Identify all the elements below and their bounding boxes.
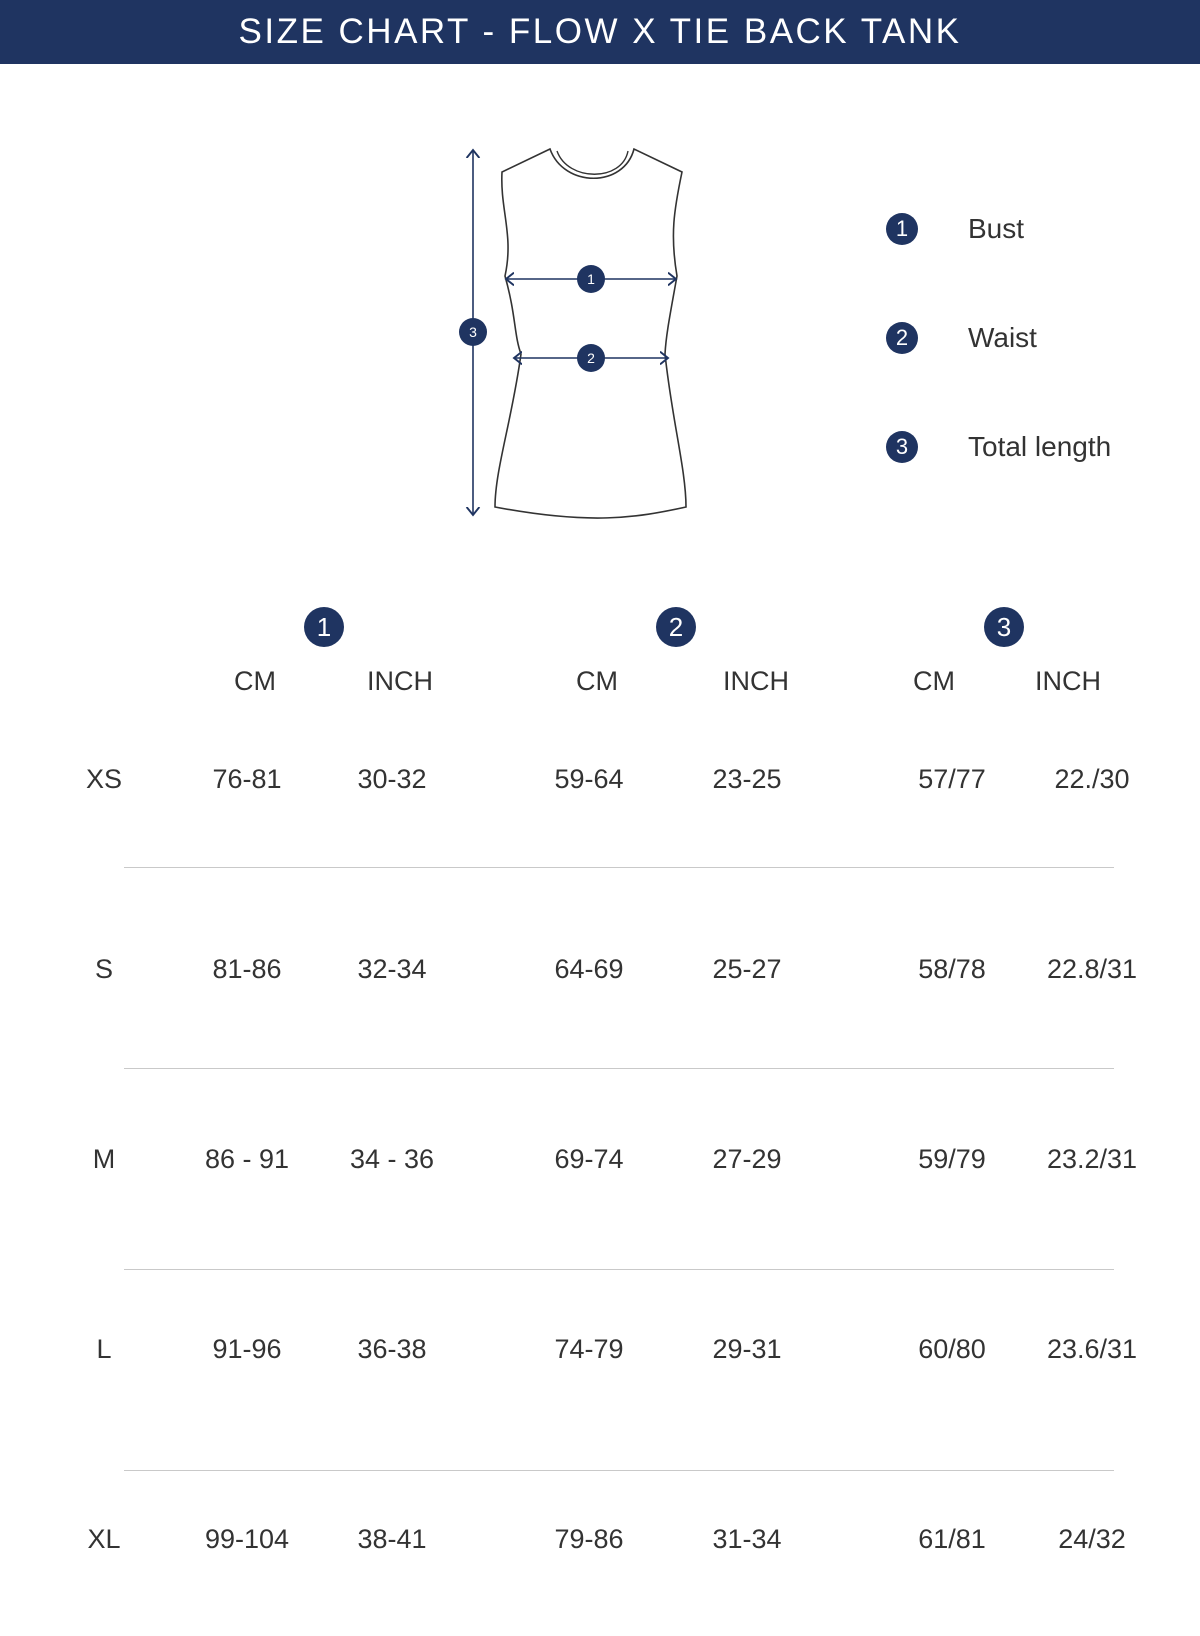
size-label-s: S (94, 954, 114, 984)
length-marker-number: 3 (469, 324, 477, 340)
table-cell: 38-41 (357, 1524, 427, 1554)
legend-label: Total length (968, 431, 1112, 462)
row-divider (124, 1470, 1114, 1471)
table-cell: 61/81 (918, 1524, 986, 1554)
table-cell: 22./30 (1054, 764, 1130, 794)
waist-marker-number: 2 (587, 350, 595, 366)
unit-header-length-inch: INCH (1035, 666, 1101, 696)
table-cell: 23.2/31 (1046, 1144, 1138, 1174)
table-cell: 76-81 (212, 764, 282, 794)
length-marker (459, 318, 487, 346)
size-label-xs: XS (85, 764, 123, 794)
table-cell: 99-104 (204, 1524, 290, 1554)
tank-top-diagram (440, 140, 700, 520)
size-label-xl: XL (87, 1524, 121, 1554)
table-cell: 59-64 (554, 764, 624, 794)
table-group-length-badge: 3 (984, 607, 1024, 647)
table-cell: 59/79 (918, 1144, 986, 1174)
legend-item-waist (886, 322, 1037, 354)
row-divider (124, 1269, 1114, 1270)
legend-item-total-length (886, 431, 1111, 463)
size-label-l: L (96, 1334, 112, 1364)
row-divider (124, 1068, 1114, 1069)
table-group-bust-badge: 1 (304, 607, 344, 647)
legend-item-bust (886, 213, 1024, 245)
table-cell: 57/77 (918, 764, 986, 794)
table-cell: 86 - 91 (204, 1144, 290, 1174)
legend-number: 3 (886, 431, 918, 463)
unit-header-length-cm: CM (913, 666, 955, 696)
unit-header-waist-inch: INCH (723, 666, 789, 696)
table-cell: 69-74 (554, 1144, 624, 1174)
table-cell: 24/32 (1058, 1524, 1126, 1554)
table-cell: 29-31 (712, 1334, 782, 1364)
table-cell: 64-69 (554, 954, 624, 984)
size-chart-header (0, 0, 1200, 64)
legend-label: Waist (968, 322, 1037, 353)
table-cell: 22.8/31 (1046, 954, 1138, 984)
table-cell: 79-86 (554, 1524, 624, 1554)
bust-marker (577, 265, 605, 293)
table-cell: 36-38 (357, 1334, 427, 1364)
table-cell: 60/80 (918, 1334, 986, 1364)
row-divider (124, 867, 1114, 868)
table-cell: 27-29 (712, 1144, 782, 1174)
table-cell: 31-34 (712, 1524, 782, 1554)
table-cell: 58/78 (918, 954, 986, 984)
unit-header-bust-inch: INCH (367, 666, 433, 696)
legend-number: 2 (886, 322, 918, 354)
table-cell: 74-79 (554, 1334, 624, 1364)
table-cell: 25-27 (712, 954, 782, 984)
size-label-m: M (92, 1144, 116, 1174)
legend-label: Bust (968, 213, 1025, 244)
table-cell: 30-32 (357, 764, 427, 794)
unit-header-waist-cm: CM (576, 666, 618, 696)
bust-marker-number: 1 (587, 271, 595, 287)
unit-header-bust-cm: CM (234, 666, 276, 696)
waist-marker (577, 344, 605, 372)
table-cell: 32-34 (357, 954, 427, 984)
table-group-waist-badge: 2 (656, 607, 696, 647)
table-cell: 23-25 (712, 764, 782, 794)
table-cell: 23.6/31 (1046, 1334, 1138, 1364)
legend-number: 1 (886, 213, 918, 245)
table-cell: 81-86 (212, 954, 282, 984)
table-cell: 34 - 36 (349, 1144, 435, 1174)
page-title: SIZE CHART - FLOW X TIE BACK TANK (238, 12, 962, 51)
table-cell: 91-96 (212, 1334, 282, 1364)
